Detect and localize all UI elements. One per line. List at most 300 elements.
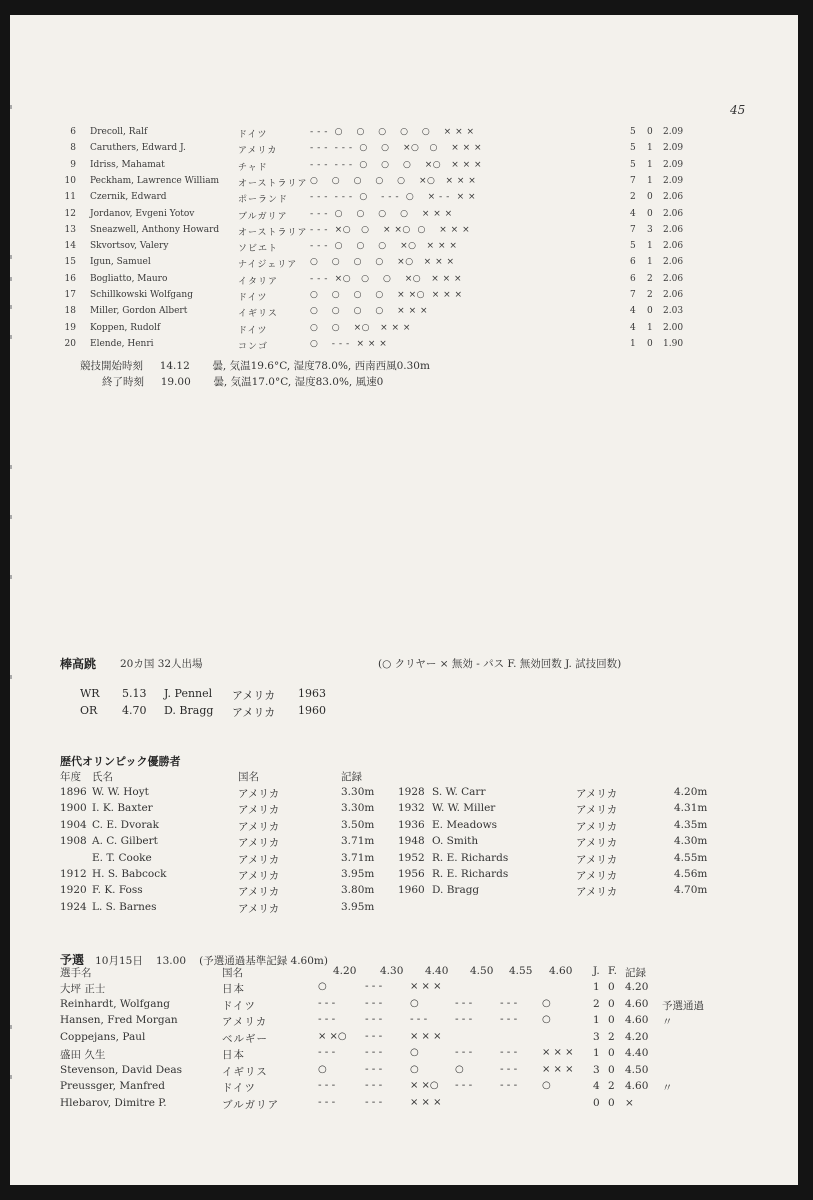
athlete-name: 盛田 久生: [60, 1049, 106, 1061]
attempt-mark: ○: [318, 981, 327, 992]
athlete-name: Reinhardt, Wolfgang: [60, 997, 171, 1010]
winner-name: W. W. Hoyt: [92, 786, 149, 798]
athlete-name: Skvortsov, Valery: [90, 241, 169, 252]
winner-record: 4.31m: [674, 802, 708, 815]
athlete-name: Sneazwell, Anthony Howard: [90, 224, 220, 235]
header-height: 4.55: [509, 965, 533, 977]
result-number: 11: [64, 192, 76, 203]
attempt-count: 1: [630, 338, 636, 349]
header-height: 4.50: [470, 965, 494, 977]
header-height: 4.60: [549, 965, 573, 977]
end-weather: 曇, 気温17.0°C, 湿度83.0%, 風速0: [213, 376, 384, 388]
attempt-marks: - - - - - - ○ - - - ○ × - - × ×: [310, 192, 477, 203]
attempt-count: 5: [630, 241, 636, 252]
winner-year: 1896: [60, 786, 87, 798]
attempt-marks: - - - ○ ○ ○ ○ ○ × × ×: [310, 127, 475, 137]
winner-year: 1928: [398, 786, 425, 798]
athlete-name: Stevenson, David Deas: [60, 1063, 182, 1076]
winner-name: W. W. Miller: [432, 802, 496, 815]
result-number: 19: [64, 322, 76, 333]
winner-row: [10, 802, 798, 818]
attempt-marks: ○ ○ ○ ○ × × ×: [310, 306, 429, 317]
result-row: [10, 160, 798, 176]
best-height: 2.06: [663, 224, 684, 235]
attempt-mark: - - -: [500, 997, 518, 1009]
athlete-country: イギリス: [238, 309, 278, 320]
athlete-name: Idriss, Mahamat: [90, 159, 165, 170]
fail-count: 0: [647, 208, 653, 219]
attempt-mark: - - -: [318, 1080, 336, 1091]
attempt-count: 4: [630, 208, 636, 219]
attempt-marks: ○ ○ ○ ○ × ×○ × × ×: [310, 290, 463, 300]
best-height: ×: [625, 1096, 634, 1109]
attempt-mark: - - -: [365, 1080, 383, 1091]
record-year: 1963: [298, 687, 326, 700]
header-year: 年度: [60, 771, 81, 783]
result-number: 14: [64, 241, 76, 252]
winner-country: アメリカ: [238, 837, 280, 850]
fail-count: 2: [608, 1030, 615, 1043]
winner-record: 3.80m: [341, 884, 375, 897]
winner-row: [10, 884, 798, 900]
winner-country: アメリカ: [576, 886, 618, 899]
fail-count: 0: [647, 306, 653, 317]
fail-count: 0: [608, 1014, 615, 1026]
athlete-country: ドイツ: [222, 1082, 256, 1094]
fail-count: 1: [647, 175, 653, 186]
best-height: 2.06: [663, 208, 684, 219]
winner-country: アメリカ: [238, 820, 280, 833]
winner-record: 4.30m: [674, 835, 708, 848]
start-time-line: [80, 358, 430, 373]
result-row: [10, 209, 798, 225]
attempt-count: 4: [630, 306, 636, 317]
winner-country: アメリカ: [576, 853, 618, 866]
attempt-mark: - - -: [365, 981, 383, 992]
result-number: 13: [64, 224, 76, 235]
record-country: アメリカ: [232, 706, 276, 719]
result-row: [10, 225, 798, 241]
winner-country: アメリカ: [238, 886, 280, 899]
winner-year: 1920: [60, 884, 87, 897]
attempt-count: 1: [593, 981, 600, 993]
result-number: 15: [64, 257, 76, 268]
winner-country: アメリカ: [576, 820, 618, 833]
record-row-wr: [10, 687, 798, 703]
record-mark: 4.70: [122, 704, 147, 717]
athlete-country: ナイジェリア: [238, 260, 298, 271]
winner-record: 4.56m: [674, 868, 708, 880]
record-year: 1960: [298, 704, 326, 717]
winner-year: 1924: [60, 900, 87, 913]
qualifying-title: 予選: [60, 953, 85, 967]
athlete-country: ソビエト: [238, 244, 279, 255]
record-mark: 5.13: [122, 687, 147, 700]
winner-year: 1960: [398, 884, 425, 897]
fail-count: 0: [608, 1063, 615, 1076]
winner-name: I. K. Baxter: [92, 802, 153, 815]
best-height: 4.50: [625, 1063, 649, 1076]
attempt-mark: - - -: [455, 1047, 473, 1058]
winner-country: アメリカ: [238, 804, 280, 817]
attempt-mark: ○: [318, 1063, 327, 1075]
best-height: 4.60: [625, 997, 649, 1010]
qualifying-row: [10, 1047, 798, 1063]
record-type: OR: [80, 704, 98, 717]
winner-year: 1932: [398, 802, 425, 815]
start-time-value: 14.12: [159, 360, 190, 372]
winner-row: [10, 900, 375, 917]
attempt-marks: - - - - - - ○ ○ ○ ×○ × × ×: [310, 159, 483, 170]
qualifying-columns: [10, 965, 798, 981]
record-country: アメリカ: [232, 689, 276, 702]
winner-country: アメリカ: [576, 788, 618, 800]
attempt-marks: - - - ○ ○ ○ ×○ × × ×: [310, 241, 458, 252]
winner-year: 1912: [60, 868, 87, 880]
result-row: [10, 339, 798, 355]
winners-title: 歴代オリンピック優勝者: [60, 755, 181, 768]
athlete-name: 大坪 正士: [60, 983, 106, 995]
winner-record: 4.70m: [674, 884, 708, 897]
athlete-name: Bogliatto, Mauro: [90, 273, 168, 284]
result-row: [10, 306, 798, 322]
attempt-count: 3: [593, 1063, 600, 1076]
athlete-name: Coppejans, Paul: [60, 1030, 146, 1043]
attempt-count: 6: [630, 273, 636, 284]
end-time-label: 終了時刻: [102, 376, 144, 388]
result-row: [10, 192, 798, 208]
attempt-count: 5: [630, 159, 636, 170]
athlete-name: Schillkowski Wolfgang: [90, 290, 193, 300]
winner-country: アメリカ: [576, 837, 618, 850]
attempt-count: 7: [630, 290, 636, 300]
winner-record: 4.55m: [674, 851, 708, 864]
fail-count: 0: [608, 997, 615, 1010]
record-type: WR: [80, 687, 100, 700]
best-height: 2.09: [663, 159, 684, 170]
attempt-count: 0: [593, 1096, 600, 1109]
attempt-mark: - - -: [500, 1080, 518, 1091]
winner-name: F. K. Foss: [92, 884, 143, 897]
attempt-mark: - - -: [318, 1014, 336, 1025]
attempt-marks: - - - ×○ ○ × ×○ ○ × × ×: [310, 224, 471, 235]
winner-record: 3.71m: [341, 835, 375, 848]
attempt-count: 4: [630, 322, 636, 333]
best-height: 2.00: [663, 322, 684, 333]
event-info: 20カ国 32人出場: [120, 658, 203, 670]
best-height: 2.09: [663, 143, 684, 154]
attempt-mark: - - -: [365, 1014, 383, 1025]
athlete-country: アメリカ: [222, 1016, 268, 1028]
binding-mark: [10, 675, 12, 679]
attempt-mark: - - -: [365, 1030, 383, 1042]
athlete-name: Hansen, Fred Morgan: [60, 1014, 178, 1026]
athlete-name: Drecoll, Ralf: [90, 127, 148, 137]
fail-count: 0: [608, 1096, 615, 1109]
attempt-mark: - - -: [365, 1047, 383, 1058]
winner-row: [10, 852, 798, 868]
fail-count: 0: [647, 338, 653, 349]
best-height: 4.20: [625, 981, 649, 993]
winner-name: R. E. Richards: [432, 868, 509, 880]
page-number: 45: [730, 103, 746, 117]
attempt-count: 6: [630, 257, 636, 268]
athlete-country: ブルガリア: [238, 211, 288, 222]
attempt-mark: × × ×: [542, 1047, 574, 1058]
result-row: [10, 143, 798, 159]
result-number: 12: [64, 208, 76, 219]
qualify-note: 〃: [662, 1082, 673, 1094]
athlete-name: Czernik, Edward: [90, 192, 167, 203]
athlete-name: Preussger, Manfred: [60, 1080, 165, 1092]
header-athlete: 選手名: [60, 967, 92, 979]
qualifying-row: [10, 1031, 798, 1047]
winner-country: アメリカ: [238, 788, 280, 800]
athlete-country: イタリア: [238, 276, 279, 287]
best-height: 4.40: [625, 1047, 649, 1059]
winner-record: 4.20m: [674, 786, 708, 798]
attempt-mark: - - -: [365, 1096, 383, 1108]
best-height: 2.03: [663, 306, 684, 317]
fail-count: 0: [647, 127, 653, 137]
header-record: 記録: [341, 771, 362, 783]
best-height: 2.09: [663, 127, 684, 137]
athlete-country: ドイツ: [222, 999, 256, 1012]
athlete-country: ポーランド: [238, 195, 289, 206]
header-height: 4.40: [425, 965, 449, 977]
athlete-name: Jordanov, Evgeni Yotov: [90, 208, 195, 219]
best-height: 4.60: [625, 1080, 649, 1092]
best-height: 2.06: [663, 290, 684, 300]
winner-country: アメリカ: [576, 870, 618, 882]
attempt-mark: ○: [455, 1063, 464, 1075]
attempt-mark: × × ×: [410, 981, 442, 992]
header-name: 氏名: [92, 771, 113, 783]
end-time-line: [102, 374, 383, 389]
attempt-mark: - - -: [365, 997, 383, 1009]
attempt-mark: × ×○: [318, 1030, 347, 1042]
record-name: D. Bragg: [164, 704, 214, 717]
qualifying-row: [10, 1097, 798, 1113]
binding-mark: [10, 105, 12, 109]
result-number: 8: [70, 143, 76, 154]
athlete-country: ブルガリア: [222, 1098, 280, 1111]
winner-name: L. S. Barnes: [92, 900, 157, 913]
header-f: F.: [608, 965, 617, 977]
athlete-country: ドイツ: [238, 130, 268, 140]
fail-count: 1: [647, 257, 653, 268]
athlete-country: 日本: [222, 983, 245, 995]
attempt-marks: - - - ×○ ○ ○ ×○ × × ×: [310, 273, 463, 284]
winner-name: D. Bragg: [432, 884, 480, 897]
attempt-marks: - - - - - - ○ ○ ×○ ○ × × ×: [310, 143, 483, 154]
attempt-mark: - - -: [365, 1063, 383, 1075]
winner-year: 1952: [398, 851, 425, 864]
winner-country: アメリカ: [576, 804, 618, 817]
binding-mark: [10, 575, 12, 579]
result-row: [10, 176, 798, 192]
fail-count: 0: [608, 1047, 615, 1059]
fail-count: 2: [608, 1080, 615, 1092]
attempt-mark: ○: [542, 1014, 551, 1025]
athlete-name: Elende, Henri: [90, 338, 154, 349]
result-row: [10, 323, 798, 339]
winner-name: E. T. Cooke: [92, 851, 152, 864]
winner-year: 1908: [60, 835, 87, 848]
document-page: [10, 15, 798, 1185]
winner-row: [10, 868, 798, 884]
attempt-mark: - - -: [500, 1014, 518, 1025]
athlete-name: Igun, Samuel: [90, 257, 151, 268]
fail-count: 2: [647, 290, 653, 300]
attempt-mark: × ×○: [410, 1080, 439, 1091]
record-name: J. Pennel: [164, 687, 213, 700]
attempt-mark: ○: [542, 1080, 551, 1091]
header-country: 国名: [238, 771, 259, 783]
winner-row: [10, 819, 798, 835]
attempt-mark: - - -: [455, 1014, 473, 1025]
qualifying-time: 13.00: [155, 955, 186, 967]
fail-count: 1: [647, 322, 653, 333]
attempt-mark: ○: [542, 997, 551, 1009]
athlete-country: ベルギー: [222, 1032, 268, 1045]
winner-row: [10, 835, 798, 851]
attempt-marks: - - - ○ ○ ○ ○ × × ×: [310, 208, 453, 219]
attempt-count: 7: [630, 224, 636, 235]
best-height: 2.06: [663, 241, 684, 252]
result-row: [10, 241, 798, 257]
winner-record: 3.95m: [341, 868, 375, 880]
start-time-label: 競技開始時刻: [80, 360, 143, 372]
result-number: 10: [64, 175, 76, 186]
attempt-count: 5: [630, 143, 636, 154]
athlete-country: イギリス: [222, 1065, 268, 1078]
result-number: 16: [64, 273, 76, 284]
winner-row: [10, 786, 798, 802]
best-height: 1.90: [663, 338, 684, 349]
result-row: [10, 290, 798, 306]
winner-year: 1900: [60, 802, 87, 815]
binding-mark: [10, 515, 12, 519]
result-row: [10, 127, 798, 143]
qualifying-date: 10月15日: [95, 955, 143, 967]
athlete-country: コンゴ: [238, 341, 269, 352]
attempt-mark: × × ×: [542, 1063, 574, 1075]
qualify-note: 〃: [662, 1016, 673, 1028]
attempt-count: 2: [630, 192, 636, 203]
qualify-note: 予選通過: [662, 999, 704, 1012]
attempt-count: 1: [593, 1047, 600, 1059]
result-number: 9: [70, 159, 76, 170]
qualifying-row: [10, 1014, 798, 1030]
winner-country: アメリカ: [238, 870, 280, 882]
winner-record: 3.95m: [341, 900, 375, 913]
winner-year: 1956: [398, 868, 425, 880]
attempt-mark: × × ×: [410, 1096, 442, 1108]
end-time-value: 19.00: [160, 376, 191, 388]
athlete-name: Miller, Gordon Albert: [90, 306, 188, 317]
attempt-count: 1: [593, 1014, 600, 1026]
header-j: J.: [593, 965, 600, 977]
athlete-name: Hlebarov, Dimitre P.: [60, 1096, 167, 1109]
attempt-marks: ○ ○ ○ ○ ×○ × × ×: [310, 257, 455, 268]
attempt-mark: - - -: [455, 1080, 473, 1091]
qualifying-row: [10, 998, 798, 1014]
attempt-mark: - - -: [455, 997, 473, 1009]
attempt-count: 4: [593, 1080, 600, 1092]
attempt-mark: ○: [410, 997, 419, 1009]
athlete-name: Peckham, Lawrence William: [90, 175, 220, 186]
fail-count: 1: [647, 241, 653, 252]
binding-mark: [10, 465, 12, 469]
attempt-count: 7: [630, 175, 636, 186]
best-height: 4.60: [625, 1014, 649, 1026]
result-number: 18: [64, 306, 76, 317]
best-height: 2.06: [663, 192, 684, 203]
result-number: 20: [64, 338, 76, 349]
winner-name: C. E. Dvorak: [92, 818, 159, 831]
athlete-name: Koppen, Rudolf: [90, 322, 161, 333]
winner-record: 3.30m: [341, 802, 375, 815]
winner-record: 3.30m: [341, 786, 375, 798]
attempt-marks: ○ ○ ×○ × × ×: [310, 322, 411, 333]
winner-name: S. W. Carr: [432, 786, 486, 798]
winner-record: 4.35m: [674, 818, 708, 831]
winner-country: アメリカ: [238, 902, 280, 915]
athlete-country: チャド: [238, 162, 268, 173]
best-height: 2.09: [663, 175, 684, 186]
winners-header: [10, 769, 798, 785]
result-row: [10, 274, 798, 290]
record-row-or: [10, 704, 798, 720]
athlete-country: アメリカ: [238, 146, 278, 157]
winner-country: アメリカ: [238, 853, 280, 866]
header-height: 4.20: [333, 965, 357, 977]
result-number: 17: [64, 290, 76, 300]
event-legend: (○ クリヤー × 無効 - パス F. 無効回数 J. 試技回数): [378, 658, 622, 670]
attempt-mark: - - -: [318, 1047, 336, 1058]
attempt-mark: - - -: [500, 1063, 518, 1075]
athlete-country: ドイツ: [238, 325, 268, 336]
winner-name: A. C. Gilbert: [92, 835, 158, 848]
qualifying-row: [10, 981, 798, 997]
qualifying-row: [10, 1080, 798, 1096]
attempt-mark: - - -: [500, 1047, 518, 1058]
athlete-name: Caruthers, Edward J.: [90, 143, 186, 154]
winner-year: 1936: [398, 818, 425, 831]
fail-count: 0: [608, 981, 615, 993]
result-number: 6: [70, 127, 76, 137]
winner-name: O. Smith: [432, 835, 479, 848]
best-height: 2.06: [663, 257, 684, 268]
attempt-mark: - - -: [318, 1096, 336, 1108]
fail-count: 1: [647, 159, 653, 170]
athlete-country: オーストラリア: [238, 227, 308, 238]
attempt-mark: - - -: [410, 1014, 428, 1025]
attempt-count: 5: [630, 127, 636, 137]
fail-count: 2: [647, 273, 653, 284]
winner-year: 1948: [398, 835, 425, 848]
winner-name: R. E. Richards: [432, 851, 509, 864]
start-weather: 曇, 気温19.6°C, 湿度78.0%, 西南西風0.30m: [212, 360, 430, 372]
athlete-country: オーストラリア: [238, 178, 308, 189]
athlete-country: 日本: [222, 1049, 245, 1061]
winner-record: 3.71m: [341, 851, 375, 864]
event-title: 棒高跳: [60, 657, 97, 671]
best-height: 2.06: [663, 273, 684, 284]
header-country: 国名: [222, 967, 243, 979]
header-record: 記録: [625, 967, 646, 979]
